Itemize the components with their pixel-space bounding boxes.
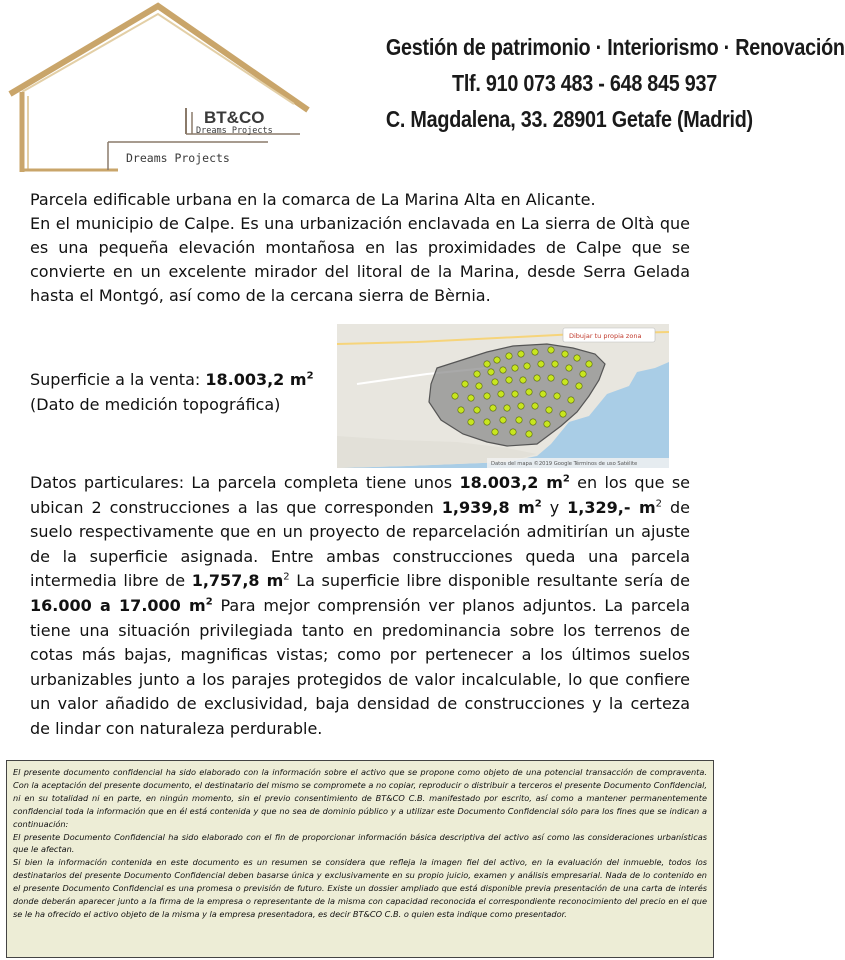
surface-block: [30, 367, 330, 417]
surface-note: (Dato de medición topográfica): [30, 395, 281, 414]
free-area-range: 16.000 a 17.000 $m^2$: [30, 595, 213, 615]
construction-2-area: 1,329,- m: [567, 497, 656, 517]
location-map: [337, 324, 669, 468]
phone-line: Tlf. 910 073 483 - 648 845 937: [451, 70, 717, 96]
house-roof-logo-graphic: [8, 2, 308, 176]
disclaimer-paragraph-3: Si bien la información contenida en este documento es un resumen se considera que refleja la imagen fiel del activo, en la evaluación del inmueble, todos los destinatarios del presente Documento Confidencial deben basarse única y exclusivamente en su propio juicio, examen y análisis empresarial. Nada de lo contenido en el presente Documento Confidencial es una promesa o previsión de futuro. Existe un dossier ampliado que está disponible previa presentación de una carta de interés donde deberán aparecer junto a la firma de la empresa o representante de la misma con capacidad reconocida el correspondiente reconocimiento del precio en el que se le ha ofrecido el activo objeto de la misma y la empresa presentadora, es decir BT&CO C.B. o quien esta indique como presentador.: [13, 857, 707, 919]
company-logo: [8, 2, 308, 176]
confidentiality-disclaimer: [6, 760, 714, 958]
surface-label: Superficie a la venta:: [30, 370, 206, 389]
disclaimer-paragraph-1: El presente documento confidencial ha sido elaborado con la información sobre el activo que se propone como objeto de una potencial transacción de compraventa. Con la aceptación del presente documento, el destinatario del mismo se compromete a no copiar, reproducir o distribuir a terceros el presente Documento Confidencial, ni en su totalidad ni en parte, en ningún momento, sin el previo consentimiento de BT&CO C.B. manifestado por escrito, así como a mantener permanentemente confidencial toda la información que en él está contenida y que no sea de dominio público y a utilizar este Documento Confidencial sólo para los fines que se indican a continuación:: [13, 767, 707, 829]
services-line: Gestión de patrimonio · Interiorismo · Renovación: [385, 34, 845, 60]
map-graphic: [337, 324, 669, 468]
intro-paragraph: [30, 188, 690, 308]
disclaimer-paragraph-2: El presente Documento Confidencial ha sido elaborado con el fin de proporcionar información básica descriptiva del activo así como las consideraciones urbanísticas que le afectan.: [13, 831, 707, 855]
logo-tagline-large: Dreams Projects: [126, 151, 230, 165]
intermediate-plot-area: 1,757,8 m: [191, 571, 284, 591]
logo-tagline-small: Dreams Projects: [196, 126, 273, 136]
surface-line: [30, 367, 330, 392]
map-footer-text: Datos del mapa ©2019 Google Términos de uso Satélite: [491, 461, 638, 467]
company-contact-block: [332, 30, 845, 136]
details-paragraph: Datos particulares: La parcela completa tiene unos 18.003,2 $m^2$ en los que se ubican 2 construcciones a las que corresponden 1,939,8 $m^2$ y 1,329,- $m^2$ de suelo respectivamente que en un proyecto de reparcelación admitirían un ajuste de la superficie asignada. Entre ambas construcciones queda una parcela intermedia libre de 1,757,8 $m^2$ La superficie libre disponible resultante sería de 16.000 a 17.000 $m^2$ Para mejor comprensión ver planos adjuntos. La parcela tiene una situación privilegiada tanto en predominancia sobre los terrenos de cotas más bajas, magnificas vistas; como por pertenecer a los últimos suelos urbanizables junto a los parajes protegidos de valor incalculable, lo que confiere un valor añadido de exclusividad, baja densidad de construcciones y la certeza de lindar con naturaleza perdurable.: [30, 473, 691, 738]
page-header: [0, 0, 845, 178]
address-line: C. Magdalena, 33. 28901 Getafe (Madrid): [385, 106, 753, 132]
total-area-value: 18.003,2 $m^2$: [459, 473, 570, 492]
logo-name: BT&CO: [204, 108, 265, 127]
surface-value: 18.003,2 $m^2$: [205, 370, 314, 389]
draw-zone-label: Dibujar tu propia zona: [569, 332, 642, 340]
construction-1-area: 1,939,8 $m^2$: [441, 497, 542, 517]
intro-description: En el municipio de Calpe. Es una urbanización enclavada en La sierra de Oltà que es una pequeña elevación montañosa en las proximidades de Calpe que se convierte en un excelente mirador del litoral de la Marina, desde Serra Gelada hasta el Montgó, así como de la cercana sierra de Bèrnia.: [30, 214, 690, 305]
intro-first-line: Parcela edificable urbana en la comarca de La Marina Alta en Alicante.: [30, 190, 596, 209]
